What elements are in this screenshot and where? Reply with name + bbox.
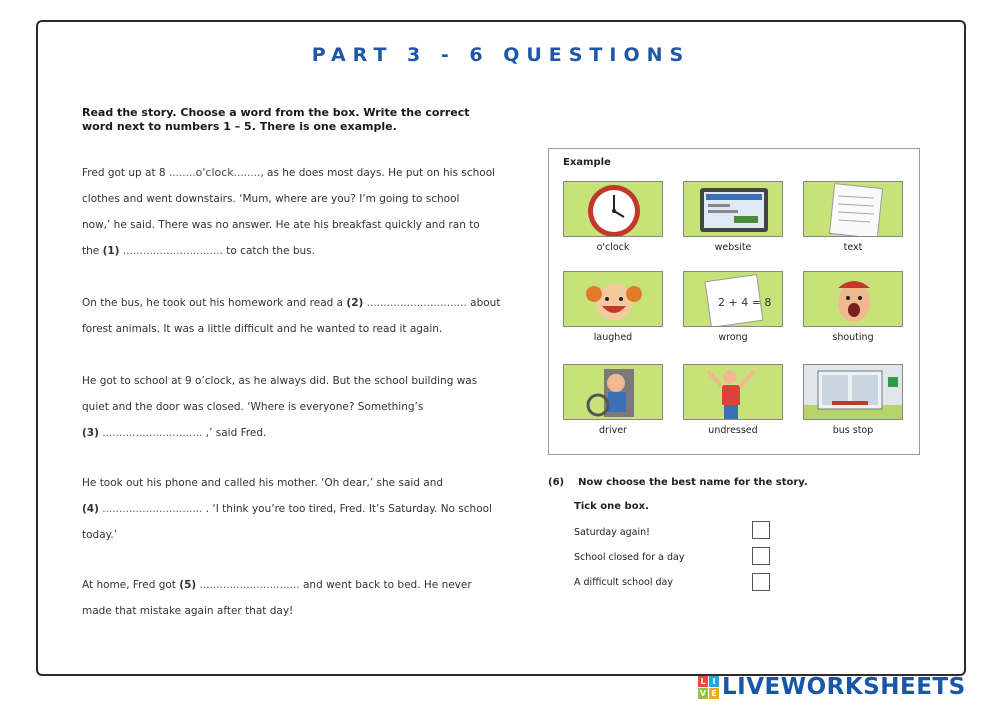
story-paragraph-4: He took out his phone and called his mother. ‘Oh dear,’ she said and (4) .............................. . ‘I think you’re too tired, Fred. It’s Saturday. No school today.’: [82, 477, 492, 541]
bus-stop-picture: [803, 364, 903, 420]
blank-number-3: (3): [82, 427, 99, 439]
worksheet-page: [36, 20, 966, 676]
answer-blank-2[interactable]: ..............................: [366, 297, 467, 309]
undressed-picture: [683, 364, 783, 420]
checkbox-difficult-day[interactable]: [752, 573, 770, 591]
liveworksheets-logo[interactable]: [698, 674, 966, 700]
word-wrong: wrong: [718, 332, 748, 343]
checkbox-school-closed[interactable]: [752, 547, 770, 565]
word-text: text: [843, 242, 863, 253]
example-answer: o'clock: [195, 166, 234, 179]
clock-icon: [564, 182, 663, 237]
word-laughed: laughed: [593, 332, 633, 343]
option-school-closed: School closed for a day: [574, 552, 685, 563]
tick-instruction: Tick one box.: [574, 501, 649, 512]
word-website: website: [714, 242, 752, 253]
child-stretching-icon: [684, 365, 783, 420]
word-shouting: shouting: [832, 332, 874, 343]
word-bus-stop: bus stop: [832, 425, 874, 436]
driver-icon: [564, 365, 663, 420]
shouting-man-picture: [803, 271, 903, 327]
blank-number-1: (1): [102, 245, 120, 257]
laughing-girl-picture: [563, 271, 663, 327]
clock-picture: [563, 181, 663, 237]
question-6-prompt: Now choose the best name for the story.: [578, 477, 808, 488]
logo-mark-icon: L I V E: [698, 676, 719, 699]
laptop-icon: [684, 182, 783, 237]
bus-stop-icon: [804, 365, 903, 420]
answer-blank-5[interactable]: ..............................: [199, 579, 300, 591]
question-6-number: (6): [548, 477, 565, 488]
shouting-face-icon: [804, 272, 903, 327]
answer-blank-1[interactable]: ..............................: [122, 245, 223, 257]
svg-text:2 + 4 = 8: 2 + 4 = 8: [718, 296, 772, 309]
word-oclock: o'clock: [596, 242, 630, 253]
blank-number-4: (4): [82, 503, 99, 515]
text-picture: [803, 181, 903, 237]
document-icon: [804, 182, 903, 237]
example-label: Example: [563, 157, 611, 168]
driver-picture: [563, 364, 663, 420]
blank-number-5: (5): [179, 579, 197, 591]
word-box: [548, 148, 920, 455]
paper-sum-icon: [684, 272, 783, 327]
website-picture: [683, 181, 783, 237]
story-paragraph-2: On the bus, he took out his homework and read a (2) .............................. about forest animals. It was a little difficult and he wanted to read it again.: [82, 297, 501, 335]
story-paragraph-5: At home, Fred got (5) .............................. and went back to bed. He never made that mistake again after that day!: [82, 579, 472, 617]
checkbox-saturday-again[interactable]: [752, 521, 770, 539]
story-paragraph-3: He got to school at 9 o’clock, as he always did. But the school building was quiet and the door was closed. ‘Where is everyone? Something’s (3) .............................. ,’ said Fred.: [82, 375, 478, 439]
girl-icon: [564, 272, 663, 327]
option-saturday-again: Saturday again!: [574, 527, 650, 538]
logo-text: LIVEWORKSHEETS: [722, 674, 966, 700]
answer-blank-3[interactable]: ..............................: [102, 427, 203, 439]
wrong-sum-picture: [683, 271, 783, 327]
page-title: PART 3 - 6 QUESTIONS: [311, 44, 691, 66]
answer-blank-4[interactable]: ..............................: [102, 503, 203, 515]
word-undressed: undressed: [708, 425, 758, 436]
blank-number-2: (2): [346, 297, 364, 309]
instructions: Read the story. Choose a word from the box. Write the correct word next to numbers 1 – 5. There is one example.: [82, 106, 470, 133]
story-paragraph-1: Fred got up at 8 ........o'clock........, as he does most days. He put on his school clothes and went downstairs. ‘Mum, where are you? I’m going to school now,’ he said. There was no answer. He ate his breakfast quickly and ran to the (1) .............................. to catch the bus.: [82, 166, 496, 257]
option-difficult-day: A difficult school day: [574, 577, 673, 588]
question-6: [548, 477, 928, 588]
word-driver: driver: [599, 425, 627, 436]
